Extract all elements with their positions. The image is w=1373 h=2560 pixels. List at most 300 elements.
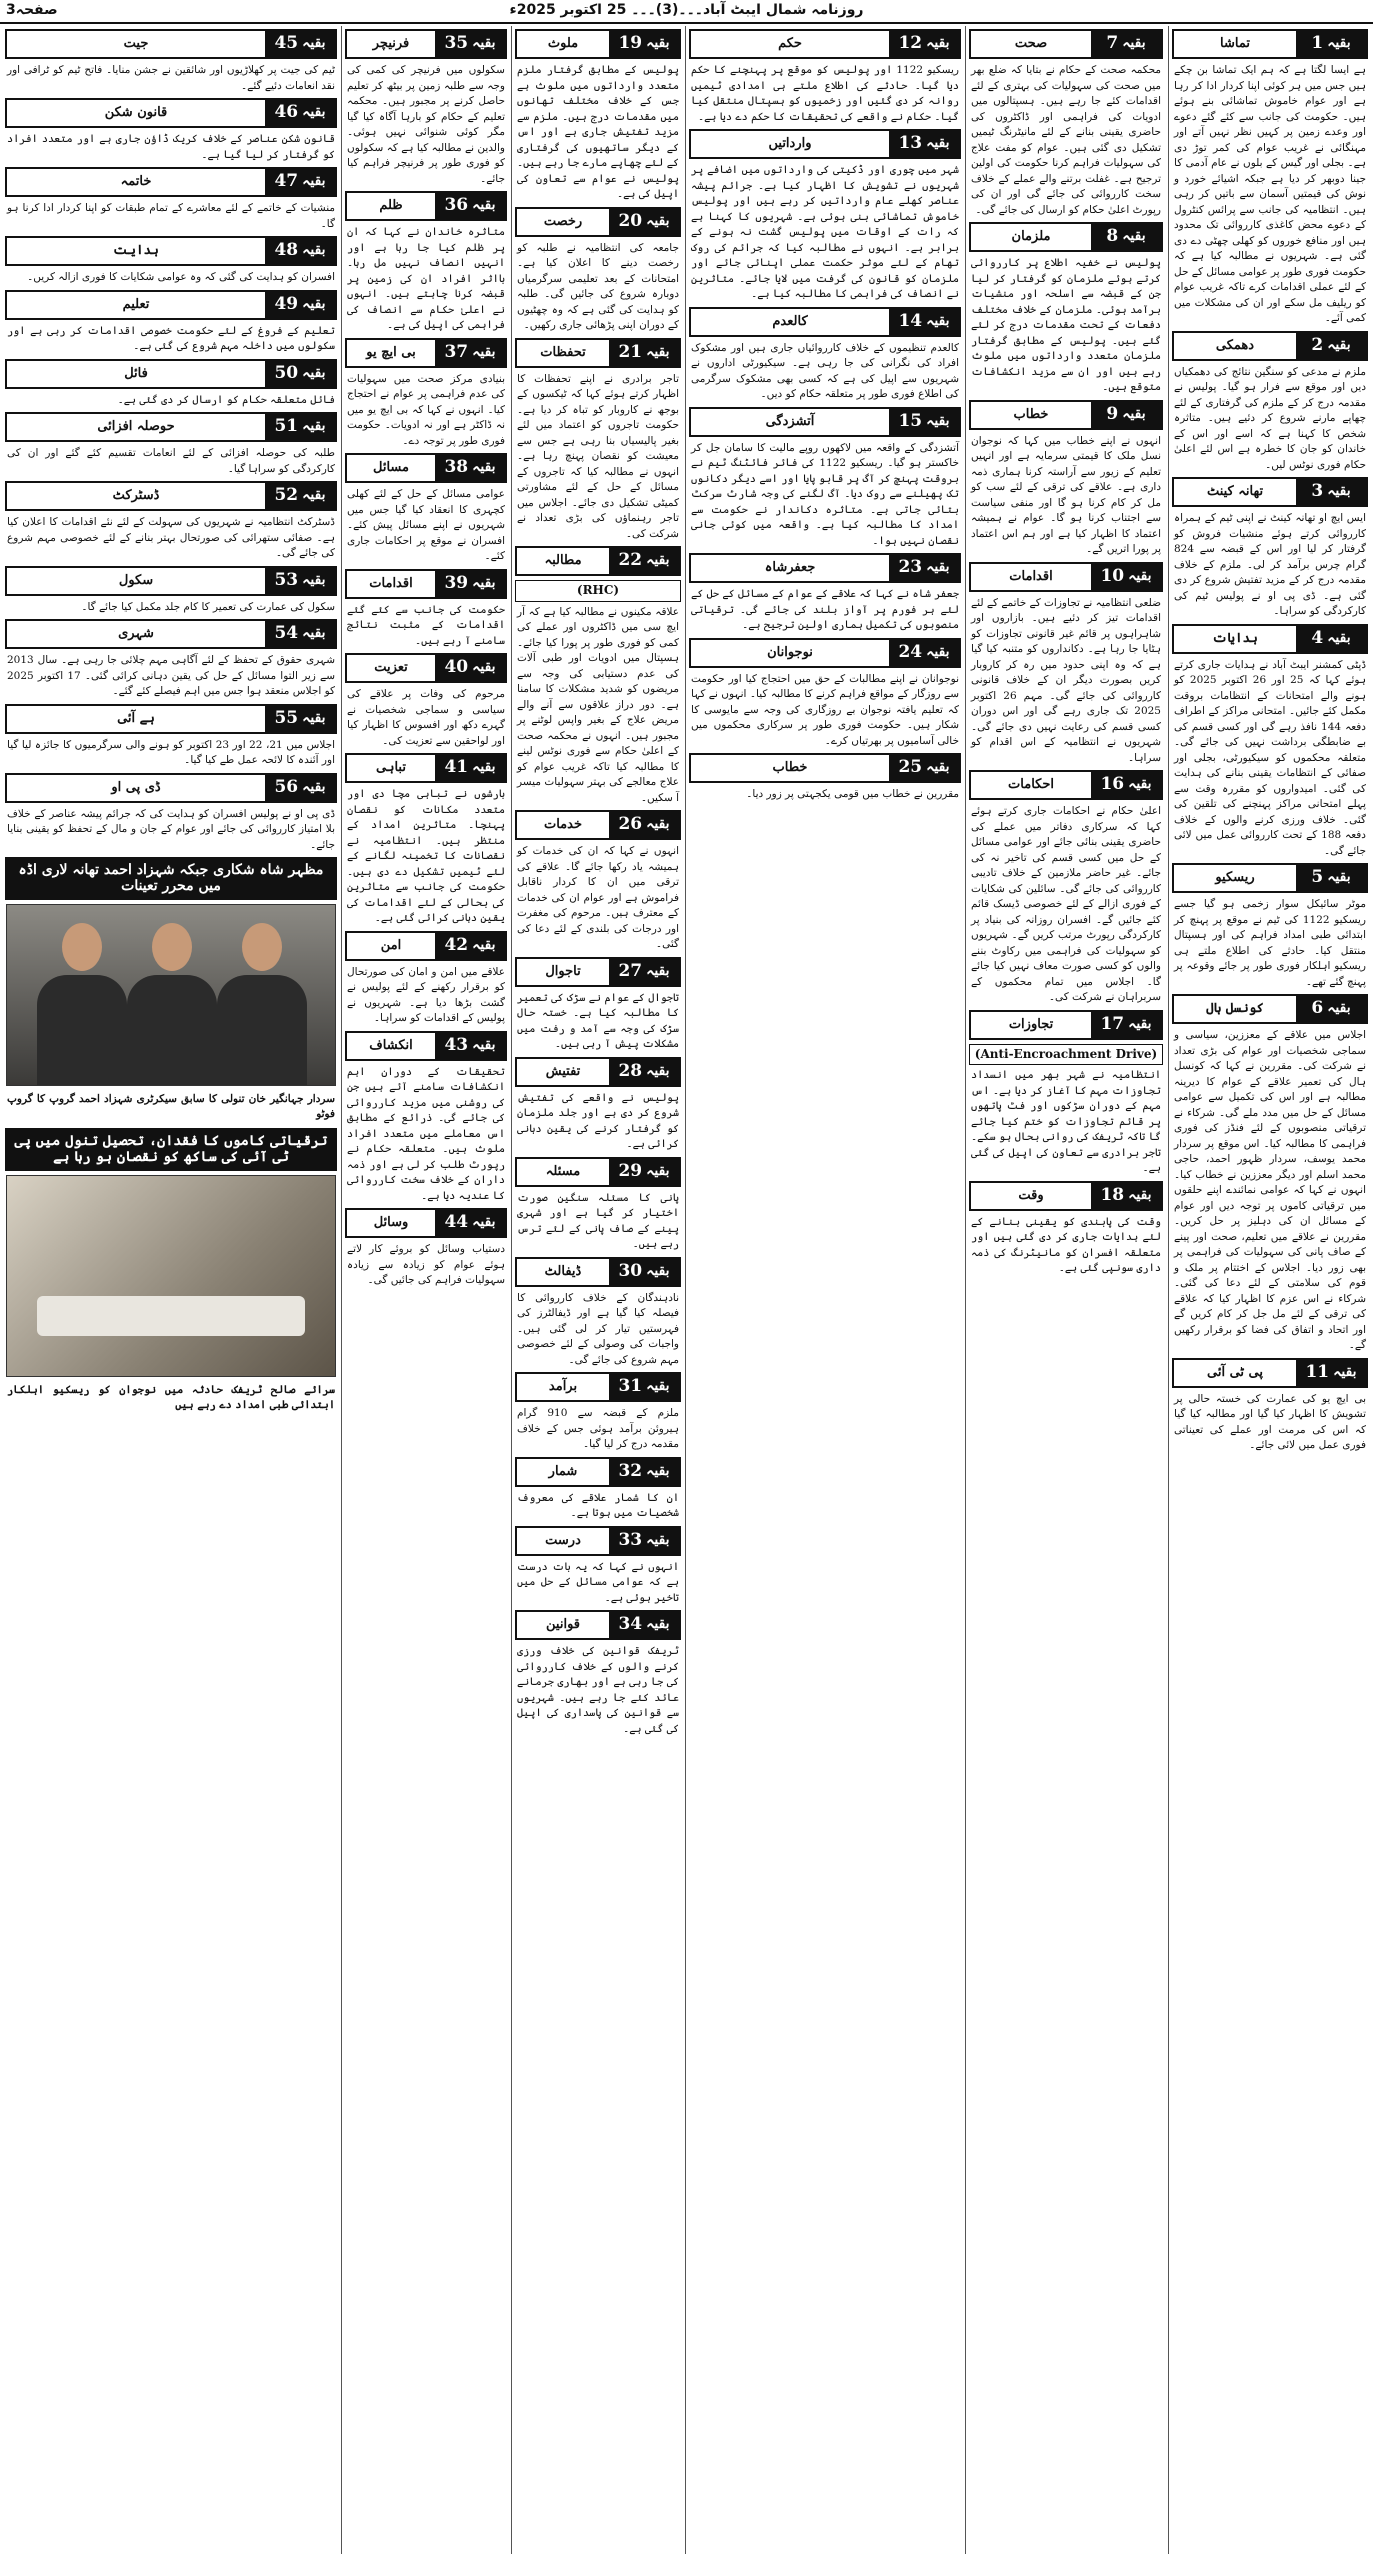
person-figure: [127, 923, 217, 1085]
continuation-topic: حکم: [691, 31, 889, 57]
continuation-block-29: [514, 1157, 682, 1253]
continuation-number: 45: [274, 33, 299, 54]
continuation-tag: [5, 167, 337, 197]
article-text: طلبہ کی حوصلہ افزائی کے لئے انعامات تقسیم کئے گئے اور ان کی کارکردگی کو سراہا گیا۔: [7, 447, 335, 475]
continuation-block-54: [4, 619, 338, 700]
continuation-topic: تحفظات: [517, 340, 609, 366]
continuation-tag: [969, 1010, 1163, 1040]
continuation-topic: ریسکیو: [1174, 865, 1296, 891]
continuation-label: [609, 1159, 679, 1185]
continuation-tag: [969, 562, 1163, 592]
continuation-word: بقیہ: [646, 1378, 670, 1395]
continuation-label: [1091, 402, 1161, 428]
continuation-tag: [689, 307, 961, 337]
continuation-topic: خدمات: [517, 812, 609, 838]
continuation-tag: [5, 412, 337, 442]
continuation-block-23: [688, 553, 962, 634]
continuation-word: بقیہ: [472, 1214, 496, 1231]
continuation-word: بقیہ: [926, 312, 950, 329]
continuation-number: 4: [1311, 627, 1324, 648]
continuation-label: [1091, 564, 1161, 590]
continuation-topic: فرنیچر: [347, 31, 435, 57]
continuation-label: [609, 1528, 679, 1554]
continuation-label: [435, 933, 505, 959]
continuation-label: [435, 193, 505, 219]
column-divider: [685, 26, 686, 2554]
continuation-word: بقیہ: [1327, 1000, 1351, 1017]
article-text: وقت کی پابندی کو یقینی بنانے کے لئے ہدایات جاری کر دی گئی ہیں اور متعلقہ افسران کو مانیٹرنگ کی ذمہ داری سونپی گئی ہے۔: [971, 1215, 1161, 1274]
continuation-word: بقیہ: [472, 459, 496, 476]
continuation-label: [889, 555, 959, 581]
article-text: منشیات کے خاتمے کے لئے معاشرے کے تمام طبقات کو اپنا کردار ادا کرنا ہو گا۔: [7, 202, 335, 230]
article-text: ملزم کے قبضہ سے 910 گرام ہیروئن برآمد ہوئی جس کے خلاف مقدمہ درج کر لیا گیا۔: [517, 1407, 679, 1450]
continuation-tag: [515, 1157, 681, 1187]
continuation-tag: [515, 207, 681, 237]
continuation-number: 5: [1311, 867, 1324, 888]
continuation-tag: [689, 553, 961, 583]
continuation-label: [435, 455, 505, 481]
article-text: متاثرہ خاندان نے کہا کہ ان پر ظلم کیا جا رہا ہے اور انہیں انصاف نہیں مل رہا۔ بااثر افراد ان کی زمین پر قبضہ کرنا چاہتے ہیں۔ انہوں نے اعلیٰ حکام سے انصاف کی فراہمی کی اپیل کی ہے۔: [347, 226, 505, 331]
continuation-tag: [1172, 863, 1368, 893]
article-text: اجلاس میں 21، 22 اور 23 اکتوبر کو ہونے والی سرگرمیوں کا جائزہ لیا گیا اور آئندہ کا لائحہ عمل طے کیا گیا۔: [7, 738, 336, 766]
column-6: [4, 26, 338, 2554]
continuation-number: 33: [618, 1529, 643, 1550]
continuation-label: [265, 568, 335, 594]
article-text: ٹریفک قوانین کی خلاف ورزی کرنے والوں کے خلاف کارروائی کی جا رہی ہے اور بھاری جرمانے عائد کئے جا رہے ہیں۔ شہریوں سے قوانین کی پاسداری کی اپیل کی گئی ہے۔: [517, 1645, 679, 1735]
continuation-block-40: [344, 653, 508, 749]
article-text: حکومت کی جانب سے کئے گئے اقدامات کے مثبت نتائج سامنے آ رہے ہیں۔: [347, 603, 505, 647]
continuation-tag: [689, 407, 961, 437]
continuation-topic: بی ایچ یو: [347, 340, 435, 366]
rhc-label: (RHC): [515, 580, 681, 602]
continuation-number: 15: [898, 410, 923, 431]
continuation-tag: [689, 753, 961, 783]
continuation-word: بقیہ: [646, 35, 670, 52]
continuation-topic: انکشاف: [347, 1033, 435, 1059]
continuation-block-56: [4, 773, 338, 854]
continuation-topic: ڈی پی او: [7, 775, 265, 801]
continuation-label: [889, 409, 959, 435]
continuation-number: 29: [618, 1160, 643, 1181]
article-text: پولیس نے واقعے کی تفتیش شروع کر دی ہے اور جلد ملزمان کو گرفتار کرنے کی یقین دہانی کرائی ہے۔: [517, 1091, 679, 1150]
continuation-topic: ظلم: [347, 193, 435, 219]
continuation-label: [609, 548, 679, 574]
continuation-block-50: [4, 359, 338, 409]
continuation-tag: [515, 1372, 681, 1402]
continuation-label: [889, 309, 959, 335]
continuation-label: [1296, 1360, 1366, 1386]
continuation-block-43: [344, 1031, 508, 1205]
continuation-word: بقیہ: [1327, 483, 1351, 500]
continuation-label: [435, 571, 505, 597]
anti-encroachment-label: (Anti-Encroachment Drive): [969, 1044, 1163, 1066]
article-text: ہے ایسا لگتا ہے کہ ہم ایک تماشا بن چکے ہیں جس میں ہر کوئی اپنا کردار ادا کر رہا ہے اور عوام خاموش تماشائی بنے ہوئے ہیں۔ حکومت کی جانب سے کئے گئے دعوے اور وعدے زمین پر کہیں نظر نہیں آتے اور مہنگائی نے غریب عوام کی کمر توڑ دی ہے۔ بجلی اور گیس کے بلوں نے عام آدمی کا جینا دوبھر کر دیا ہے جبکہ اشیائے خورد و نوش کی قیمتیں آسمان سے باتیں کر رہی ہیں۔ انتظامیہ کی جانب سے پرائس کنٹرول کے دعوے محض کاغذی کارروائی تک محدود ہیں اور منافع خوروں کو کھلی چھٹی دے دی گئی ہے۔ شہریوں نے مطالبہ کیا ہے کہ حکومت فوری طور پر عوامی مسائل کے حل کے لئے عملی اقدامات کرے تاکہ غریب عوام کو ریلیف مل سکے اور ان کی مشکلات میں کمی آئے۔: [1174, 64, 1366, 324]
continuation-topic: جیت: [7, 31, 265, 57]
continuation-block-18: [968, 1181, 1164, 1277]
continuation-topic: سکول: [7, 568, 265, 594]
continuation-tag: [5, 359, 337, 389]
continuation-topic: صحت: [971, 31, 1091, 57]
continuation-block-39: [344, 569, 508, 650]
continuation-number: 20: [618, 210, 643, 231]
continuation-number: 23: [898, 557, 923, 578]
continuation-number: 32: [618, 1460, 643, 1481]
continuation-block-47: [4, 167, 338, 232]
continuation-word: بقیہ: [302, 173, 326, 190]
continuation-word: بقیہ: [646, 1616, 670, 1633]
continuation-number: 48: [274, 240, 299, 261]
continuation-block-15: [688, 407, 962, 550]
column-divider: [341, 26, 342, 2554]
article-text: ملزم نے مدعی کو سنگین نتائج کی دھمکیاں دیں اور موقع سے فرار ہو گیا۔ پولیس نے مقدمہ درج کر کے ملزم کی گرفتاری کے لئے چھاپے مارنے شروع کر دئیے ہیں۔ متاثرہ شخص کا کہنا ہے کہ اسے اور اس کے خاندان کو جان کا خطرہ ہے اس لئے اعلیٰ حکام فوری نوٹس لیں۔: [1174, 365, 1366, 471]
article-text: سکول کی عمارت کی تعمیر کا کام جلد مکمل کیا جائے گا۔: [81, 600, 335, 613]
article-text: سکولوں میں فرنیچر کی کمی کی وجہ سے طلبہ زمین پر بیٹھ کر تعلیم حاصل کرنے پر مجبور ہیں۔ محکمہ تعلیم کے حکام کو بارہا آگاہ کیا گیا مگر کوئی شنوائی نہیں ہوئی۔ والدین نے مطالبہ کیا ہے کہ سکولوں کو فوری طور پر فرنیچر فراہم کیا جائے۔: [347, 64, 505, 185]
continuation-label: [889, 31, 959, 57]
continuation-word: بقیہ: [1128, 776, 1152, 793]
continuation-topic: رخصت: [517, 209, 609, 235]
person-figure: [217, 923, 307, 1085]
continuation-tag: [5, 566, 337, 596]
continuation-number: 47: [274, 171, 299, 192]
continuation-block-10: [968, 562, 1164, 767]
continuation-topic: ہے آئی: [7, 706, 265, 732]
continuation-tag: [689, 129, 961, 159]
continuation-number: 35: [444, 33, 469, 54]
article-text: اجلاس میں علاقے کے معززین، سیاسی و سماجی شخصیات اور عوام کی بڑی تعداد نے شرکت کی۔ مقررین نے کہا کہ کونسل ہال کی تعمیر علاقے کے عوام کا دیرینہ مطالبہ ہے اور اس کی تکمیل سے عوامی مسائل کے حل میں مدد ملے گی۔ شرکاء نے ترقیاتی منصوبوں کے لئے فنڈز کی فوری فراہمی کا مطالبہ کیا۔ اس موقع پر سردار محمد یوسف، سردار ظہور احمد، حاجی محمد اسلم اور دیگر معززین نے خطاب کیا۔ انہوں نے کہا کہ عوامی نمائندے اپنے حلقوں میں ترقیاتی کاموں پر توجہ دیں اور عوام کے مسائل ان کی دہلیز پر حل کریں۔ مقررین نے علاقے میں تعلیم، صحت اور پینے کے صاف پانی کی سہولیات کی فراہمی پر بھی زور دیا۔ اجلاس کے اختتام پر ملک و قوم کی سلامتی کے لئے دعا کی گئی۔ شرکاء نے اس عزم کا اظہار کیا کہ علاقے کی ترقی کے لئے مل جل کر کام کریں گے اور اتحاد و اتفاق کی فضا کو برقرار رکھیں گے۔: [1174, 1029, 1366, 1351]
article-text: ڈسٹرکٹ انتظامیہ نے شہریوں کی سہولت کے لئے نئے اقدامات کا اعلان کیا ہے۔ صفائی ستھرائی کی صورتحال بہتر بنانے کے لئے خصوصی مہم شروع کی جائے گی۔: [7, 516, 335, 559]
continuation-topic: کالعدم: [691, 309, 889, 335]
continuation-block-46: [4, 98, 338, 163]
continuation-topic: ملزمان: [971, 224, 1091, 250]
continuation-number: 1: [1311, 33, 1324, 54]
article-text: انہوں نے کہا کہ یہ بات درست ہے کہ عوامی مسائل کے حل میں تاخیر ہوئی ہے۔: [517, 1560, 679, 1604]
continuation-block-44: [344, 1208, 508, 1289]
continuation-block-3: [1171, 477, 1369, 620]
rescue-photo: [6, 1175, 336, 1377]
continuation-word: بقیہ: [302, 709, 326, 726]
continuation-block-30: [514, 1257, 682, 1369]
continuation-number: 34: [618, 1614, 643, 1635]
continuation-topic: وقت: [971, 1183, 1091, 1209]
continuation-block-31: [514, 1372, 682, 1453]
continuation-number: 36: [444, 195, 469, 216]
continuation-number: 38: [444, 457, 469, 478]
continuation-topic: ڈیفالٹ: [517, 1259, 609, 1285]
continuation-number: 10: [1100, 565, 1125, 586]
continuation-topic: وارداتیں: [691, 131, 889, 157]
continuation-topic: امن: [347, 933, 435, 959]
continuation-topic: تعزیت: [347, 655, 435, 681]
continuation-number: 11: [1305, 1361, 1330, 1382]
continuation-block-36: [344, 191, 508, 334]
continuation-number: 51: [274, 416, 299, 437]
continuation-label: [1091, 31, 1161, 57]
continuation-label: [265, 483, 335, 509]
continuation-label: [1296, 865, 1366, 891]
continuation-tag: [345, 29, 507, 59]
continuation-number: 19: [618, 33, 643, 54]
continuation-label: [609, 959, 679, 985]
group-photo: [6, 904, 336, 1086]
continuation-block-26: [514, 810, 682, 953]
article-text: علاقہ مکینوں نے مطالبہ کیا ہے کہ آر ایچ سی میں ڈاکٹروں اور عملے کی کمی کو فوری طور پر پورا کیا جائے۔ ہسپتال میں ادویات اور طبی آلات کی عدم دستیابی کی وجہ سے مریضوں کو شدید مشکلات کا سامنا ہے۔ دور دراز علاقوں سے آنے والے مریض علاج کے بغیر واپس لوٹنے پر مجبور ہیں۔ انہوں نے محکمہ صحت کے اعلیٰ حکام سے فوری نوٹس لینے کا مطالبہ کیا تاکہ غریب عوام کو علاج معالجے کی بہتر سہولیات میسر آ سکیں۔: [517, 605, 679, 804]
continuation-block-19: [514, 29, 682, 203]
continuation-block-53: [4, 566, 338, 616]
continuation-tag: [969, 29, 1163, 59]
article-text: انہوں نے کہا کہ ان کی خدمات کو ہمیشہ یاد رکھا جائے گا۔ علاقے کی ترقی میں ان کا کردار ناقابل فراموش ہے اور عوام ان کی خدمات کے معترف ہیں۔ مرحوم کی مغفرت اور درجات کی بلندی کے لئے دعا کی گئی۔: [517, 845, 679, 950]
continuation-block-20: [514, 207, 682, 334]
continuation-word: بقیہ: [302, 778, 326, 795]
continuation-block-2: [1171, 331, 1369, 474]
continuation-block-17: [968, 1010, 1164, 1177]
continuation-number: 17: [1100, 1013, 1125, 1034]
article-text: مقررین نے خطاب میں قومی یکجہتی پر زور دیا۔: [746, 788, 959, 800]
continuation-tag: [345, 753, 507, 783]
article-text: پانی کا مسئلہ سنگین صورت اختیار کر گیا ہے اور شہری پینے کے صاف پانی کے لئے ترس رہے ہیں۔: [517, 1191, 679, 1250]
continuation-number: 28: [618, 1060, 643, 1081]
continuation-tag: [5, 773, 337, 803]
continuation-tag: [1172, 624, 1368, 654]
continuation-tag: [689, 638, 961, 668]
continuation-label: [1091, 1183, 1161, 1209]
article-text: بنیادی مرکز صحت میں سہولیات کی عدم فراہمی پر عوام نے احتجاج کیا۔ انہوں نے کہا کہ بی ایچ یو میں نہ ڈاکٹر ہے اور نہ ادویات۔ حکومت فوری طور پر توجہ دے۔: [347, 372, 505, 447]
continuation-topic: حوصلہ افزائی: [7, 414, 265, 440]
article-text: جعفر شاہ نے کہا کہ علاقے کے عوام کے مسائل کے حل کے لئے ہر فورم پر آواز بلند کی جائے گی۔ ترقیاتی منصوبوں کی تکمیل ہماری اولین ترجیح ہے۔: [691, 588, 959, 631]
continuation-label: [1296, 996, 1366, 1022]
continuation-topic: مسائل: [347, 455, 435, 481]
continuation-number: 31: [618, 1376, 643, 1397]
continuation-word: بقیہ: [302, 487, 326, 504]
continuation-label: [1296, 626, 1366, 652]
article-text: ضلعی انتظامیہ نے تجاوزات کے خاتمے کے لئے اقدامات تیز کر دئیے ہیں۔ بازاروں اور شاہراہوں پر قائم غیر قانونی تجاوزات کو ہٹایا جا رہا ہے۔ دکانداروں کو متنبہ کیا گیا ہے کہ وہ اپنی حدود میں رہ کر کاروبار کریں بصورت دیگر ان کے خلاف قانونی کارروائی کی جائے گی۔ مہم 26 اکتوبر 2025 تک جاری رہے گی اور اس دوران کسی قسم کی رعایت نہیں دی جائے گی۔ شہریوں نے انتظامیہ کے اس اقدام کو سراہا۔: [971, 596, 1162, 764]
continuation-topic: تھانہ کینٹ: [1174, 479, 1296, 505]
continuation-tag: [5, 236, 337, 266]
continuation-topic: مسئلہ: [517, 1159, 609, 1185]
continuation-word: بقیہ: [1122, 228, 1146, 245]
continuation-number: 30: [618, 1260, 643, 1281]
continuation-block-27: [514, 957, 682, 1053]
continuation-word: بقیہ: [472, 936, 496, 953]
continuation-number: 3: [1311, 481, 1324, 502]
continuation-block-48: [4, 236, 338, 286]
page-number: 3صفحہ: [6, 2, 58, 18]
continuation-label: [609, 31, 679, 57]
article-text: دستیاب وسائل کو بروئے کار لاتے ہوئے عوام کو زیادہ سے زیادہ سہولیات فراہم کی جائیں گی۔: [347, 1243, 505, 1286]
column-4: [514, 26, 682, 2554]
continuation-label: [1091, 1012, 1161, 1038]
continuation-tag: [5, 98, 337, 128]
continuation-word: بقیہ: [302, 295, 326, 312]
article-text: بارشوں نے تباہی مچا دی اور متعدد مکانات کو نقصان پہنچا۔ متاثرین امداد کے منتظر ہیں۔ انتظامیہ نے نقصانات کا تخمینہ لگانے کے لئے ٹیمیں تشکیل دے دی ہیں۔ حکومت کی جانب سے متاثرین کی بحالی کے لئے اقدامات کی یقین دہانی کرائی گئی ہے۔: [347, 788, 505, 924]
article-text: آتشزدگی کے واقعہ میں لاکھوں روپے مالیت کا سامان جل کر خاکستر ہو گیا۔ ریسکیو 1122 کی فائر فائٹنگ ٹیم نے بروقت پہنچ کر آگ پر قابو پایا اور اسے دیگر دکانوں تک پھیلنے سے روک دیا۔ آگ لگنے کی وجہ شارٹ سرکٹ بتائی جاتی ہے۔ متاثرہ دکاندار نے حکومت سے امداد کا مطالبہ کیا ہے۔ واقعہ میں کوئی جانی نقصان نہیں ہوا۔: [691, 441, 959, 547]
continuation-label: [609, 1259, 679, 1285]
continuation-word: بقیہ: [1128, 567, 1152, 584]
continuation-word: بقیہ: [1327, 336, 1351, 353]
continuation-block-5: [1171, 863, 1369, 990]
article-text: بی ایچ یو کی عمارت کی خستہ حالی پر تشویش کا اظہار کیا گیا اور مطالبہ کیا گیا کہ اس کی مرمت اور عملے کی تعیناتی فوری عمل میں لائی جائے۔: [1174, 1392, 1366, 1451]
article-text: ڈپٹی کمشنر ایبٹ آباد نے ہدایات جاری کرتے ہوئے کہا کہ 25 اور 26 اکتوبر 2025 کو ہونے والے امتحانات کے انتظامات بروقت مکمل کئے جائیں۔ امتحانی مراکز کے اطراف دفعہ 144 نافذ رہے گی اور کسی قسم کی بے ضابطگی برداشت نہیں کی جائے گی۔ متعلقہ محکموں کو سیکیورٹی، بجلی اور صفائی کے انتظامات یقینی بنانے کی ہدایت کی گئی۔ امیدواروں کو مقررہ وقت سے پہلے امتحانی مراکز پہنچنے کی تلقین کی گئی۔ خلاف ورزی کرنے والوں کے خلاف دفعہ 188 کے تحت کارروائی عمل میں لائی جائے گی۔: [1174, 658, 1367, 857]
continuation-number: 52: [274, 485, 299, 506]
continuation-word: بقیہ: [646, 962, 670, 979]
continuation-block-51: [4, 412, 338, 477]
continuation-block-6: [1171, 994, 1369, 1354]
continuation-topic: شمار: [517, 1459, 609, 1485]
continuation-number: 6: [1311, 998, 1324, 1019]
continuation-block-16: [968, 770, 1164, 1006]
continuation-number: 12: [898, 33, 923, 54]
continuation-word: بقیہ: [646, 552, 670, 569]
continuation-word: بقیہ: [472, 343, 496, 360]
continuation-topic: اقدامات: [347, 571, 435, 597]
continuation-word: بقیہ: [302, 364, 326, 381]
continuation-number: 21: [618, 341, 643, 362]
continuation-block-28: [514, 1057, 682, 1153]
continuation-label: [435, 655, 505, 681]
article-text: ڈی پی او نے پولیس افسران کو ہدایت کی کہ جرائم پیشہ عناصر کے خلاف بلا امتیاز کارروائی کی جائے اور عوام کے جان و مال کے تحفظ کو یقینی بنایا جائے۔: [7, 807, 335, 851]
continuation-tag: [1172, 1358, 1368, 1388]
continuation-label: [609, 1374, 679, 1400]
continuation-label: [609, 1459, 679, 1485]
continuation-tag: [5, 619, 337, 649]
continuation-word: بقیہ: [1122, 35, 1146, 52]
continuation-word: بقیہ: [1128, 1186, 1152, 1203]
continuation-topic: ہدایات: [1174, 626, 1296, 652]
continuation-block-7: [968, 29, 1164, 218]
continuation-tag: [515, 29, 681, 59]
continuation-tag: [5, 29, 337, 59]
article-text: جامعہ کی انتظامیہ نے طلبہ کو رخصت دینے کا اعلان کیا ہے۔ امتحانات کے بعد تعلیمی سرگرمیاں دوبارہ شروع کی جائیں گی۔ طلبہ کو ہدایت کی گئی ہے کہ وہ چھٹیوں کے دوران اپنی پڑھائی جاری رکھیں۔: [517, 241, 679, 331]
continuation-label: [609, 1612, 679, 1638]
continuation-word: بقیہ: [1128, 1015, 1152, 1032]
continuation-block-1: [1171, 29, 1369, 327]
continuation-word: بقیہ: [1327, 629, 1351, 646]
continuation-topic: جعفرشاہ: [691, 555, 889, 581]
continuation-word: بقیہ: [302, 242, 326, 259]
continuation-number: 26: [618, 814, 643, 835]
continuation-number: 44: [444, 1212, 469, 1233]
continuation-label: [265, 31, 335, 57]
continuation-number: 43: [444, 1034, 469, 1055]
stretcher: [37, 1296, 305, 1336]
column-3: [688, 26, 962, 2554]
continuation-tag: [345, 931, 507, 961]
continuation-label: [265, 100, 335, 126]
continuation-label: [609, 812, 679, 838]
column-divider: [511, 26, 512, 2554]
continuation-block-45: [4, 29, 338, 94]
continuation-word: بقیہ: [1122, 405, 1146, 422]
continuation-word: بقیہ: [646, 1062, 670, 1079]
continuation-number: 18: [1100, 1184, 1125, 1205]
continuation-label: [435, 1033, 505, 1059]
continuation-block-22: [514, 546, 682, 806]
continuation-word: بقیہ: [472, 197, 496, 214]
continuation-number: 27: [618, 960, 643, 981]
continuation-word: بقیہ: [302, 625, 326, 642]
continuation-tag: [5, 290, 337, 320]
continuation-topic: تجاوزات: [971, 1012, 1091, 1038]
continuation-topic: خطاب: [971, 402, 1091, 428]
headline-appointments: مظہر شاہ شکاری جبکہ شہزاد احمد تھانہ لاری اڈہ میں محرر تعینات: [5, 857, 337, 900]
continuation-tag: [969, 222, 1163, 252]
continuation-topic: تماشا: [1174, 31, 1296, 57]
continuation-tag: [5, 704, 337, 734]
continuation-number: 46: [274, 102, 299, 123]
continuation-label: [265, 361, 335, 387]
continuation-label: [1296, 333, 1366, 359]
continuation-word: بقیہ: [1333, 1363, 1357, 1380]
continuation-word: بقیہ: [472, 35, 496, 52]
article-text: نوجوانان نے اپنے مطالبات کے حق میں احتجاج کیا اور حکومت سے روزگار کے مواقع فراہم کرنے کا مطالبہ کیا۔ انہوں نے کہا کہ تعلیم یافتہ نوجوان بے روزگاری کی وجہ سے مایوسی کا شکار ہیں۔ حکومت فوری طور پر سرکاری محکموں میں خالی آسامیوں پر بھرتیاں کرے۔: [691, 672, 959, 747]
continuation-block-4: [1171, 624, 1369, 860]
continuation-topic: احکامات: [971, 772, 1091, 798]
continuation-number: 16: [1100, 774, 1125, 795]
article-text: عوامی مسائل کے حل کے لئے کھلی کچہری کا انعقاد کیا گیا جس میں شہریوں نے اپنے مسائل پیش کئے۔ افسران نے موقع پر احکامات جاری کئے۔: [347, 488, 505, 562]
continuation-word: بقیہ: [302, 35, 326, 52]
continuation-number: 37: [444, 341, 469, 362]
continuation-label: [1091, 224, 1161, 250]
continuation-topic: نوجوانان: [691, 640, 889, 666]
continuation-word: بقیہ: [926, 559, 950, 576]
continuation-topic: تعلیم: [7, 292, 265, 318]
continuation-label: [1296, 479, 1366, 505]
article-text: پولیس نے خفیہ اطلاع پر کارروائی کرتے ہوئے ملزمان کو گرفتار کر لیا جن کے قبضہ سے اسلحہ اور منشیات برآمد ہوئی۔ ملزمان کے خلاف مختلف دفعات کے تحت مقدمات درج کر لئے گئے ہیں۔ پولیس کے مطابق گرفتار ملزمان متعدد وارداتوں میں ملوث رہے ہیں اور ان سے مزید انکشافات متوقع ہیں۔: [971, 257, 1161, 393]
article-text: ٹیم کی جیت پر کھلاڑیوں اور شائقین نے جشن منایا۔ فاتح ٹیم کو ٹرافی اور نقد انعامات دئیے گئے۔: [7, 64, 335, 92]
continuation-word: بقیہ: [302, 418, 326, 435]
continuation-block-38: [344, 453, 508, 565]
continuation-label: [265, 292, 335, 318]
continuation-word: بقیہ: [646, 1462, 670, 1479]
continuation-word: بقیہ: [646, 1262, 670, 1279]
article-text: تحقیقات کے دوران اہم انکشافات سامنے آئے ہیں جن کی روشنی میں مزید کارروائی کی جائے گی۔ ذرائع کے مطابق اس معاملے میں متعدد افراد ملوث ہیں۔ متعلقہ حکام نے رپورٹ طلب کر لی ہے اور ذمہ داران کے خلاف سخت کارروائی کا عندیہ دیا ہے۔: [347, 1065, 505, 1202]
continuation-number: 49: [274, 293, 299, 314]
continuation-label: [265, 706, 335, 732]
continuation-label: [265, 775, 335, 801]
continuation-tag: [515, 1610, 681, 1640]
continuation-block-25: [688, 753, 962, 803]
article-text: افسران کو ہدایت کی گئی کہ وہ عوامی شکایات کا فوری ازالہ کریں۔: [27, 271, 335, 283]
continuation-tag: [5, 481, 337, 511]
continuation-block-35: [344, 29, 508, 187]
continuation-tag: [515, 1057, 681, 1087]
continuation-block-34: [514, 1610, 682, 1737]
continuation-topic: کونسل ہال: [1174, 996, 1296, 1022]
continuation-tag: [1172, 477, 1368, 507]
continuation-number: 56: [274, 776, 299, 797]
continuation-block-37: [344, 338, 508, 450]
continuation-label: [265, 238, 335, 264]
continuation-tag: [515, 1457, 681, 1487]
column-5: [344, 26, 508, 2554]
continuation-block-42: [344, 931, 508, 1027]
continuation-tag: [515, 810, 681, 840]
continuation-topic: آتشزدگی: [691, 409, 889, 435]
continuation-label: [609, 209, 679, 235]
continuation-label: [609, 340, 679, 366]
continuation-label: [435, 340, 505, 366]
continuation-topic: دھمکی: [1174, 333, 1296, 359]
continuation-tag: [969, 1181, 1163, 1211]
continuation-number: 2: [1311, 334, 1324, 355]
continuation-block-49: [4, 290, 338, 355]
continuation-label: [265, 169, 335, 195]
continuation-label: [889, 755, 959, 781]
continuation-word: بقیہ: [646, 343, 670, 360]
continuation-word: بقیہ: [926, 412, 950, 429]
article-text: انتظامیہ نے شہر بھر میں انسداد تجاوزات مہم کا آغاز کر دیا ہے۔ اس مہم کے دوران سڑکوں اور فٹ پاتھوں پر قائم تجاوزات کو ختم کیا جائے گا تاکہ ٹریفک کی روانی بحال ہو سکے۔ تاجر برادری سے تعاون کی اپیل کی گئی ہے۔: [971, 1069, 1161, 1174]
continuation-number: 53: [274, 569, 299, 590]
continuation-number: 41: [444, 757, 469, 778]
